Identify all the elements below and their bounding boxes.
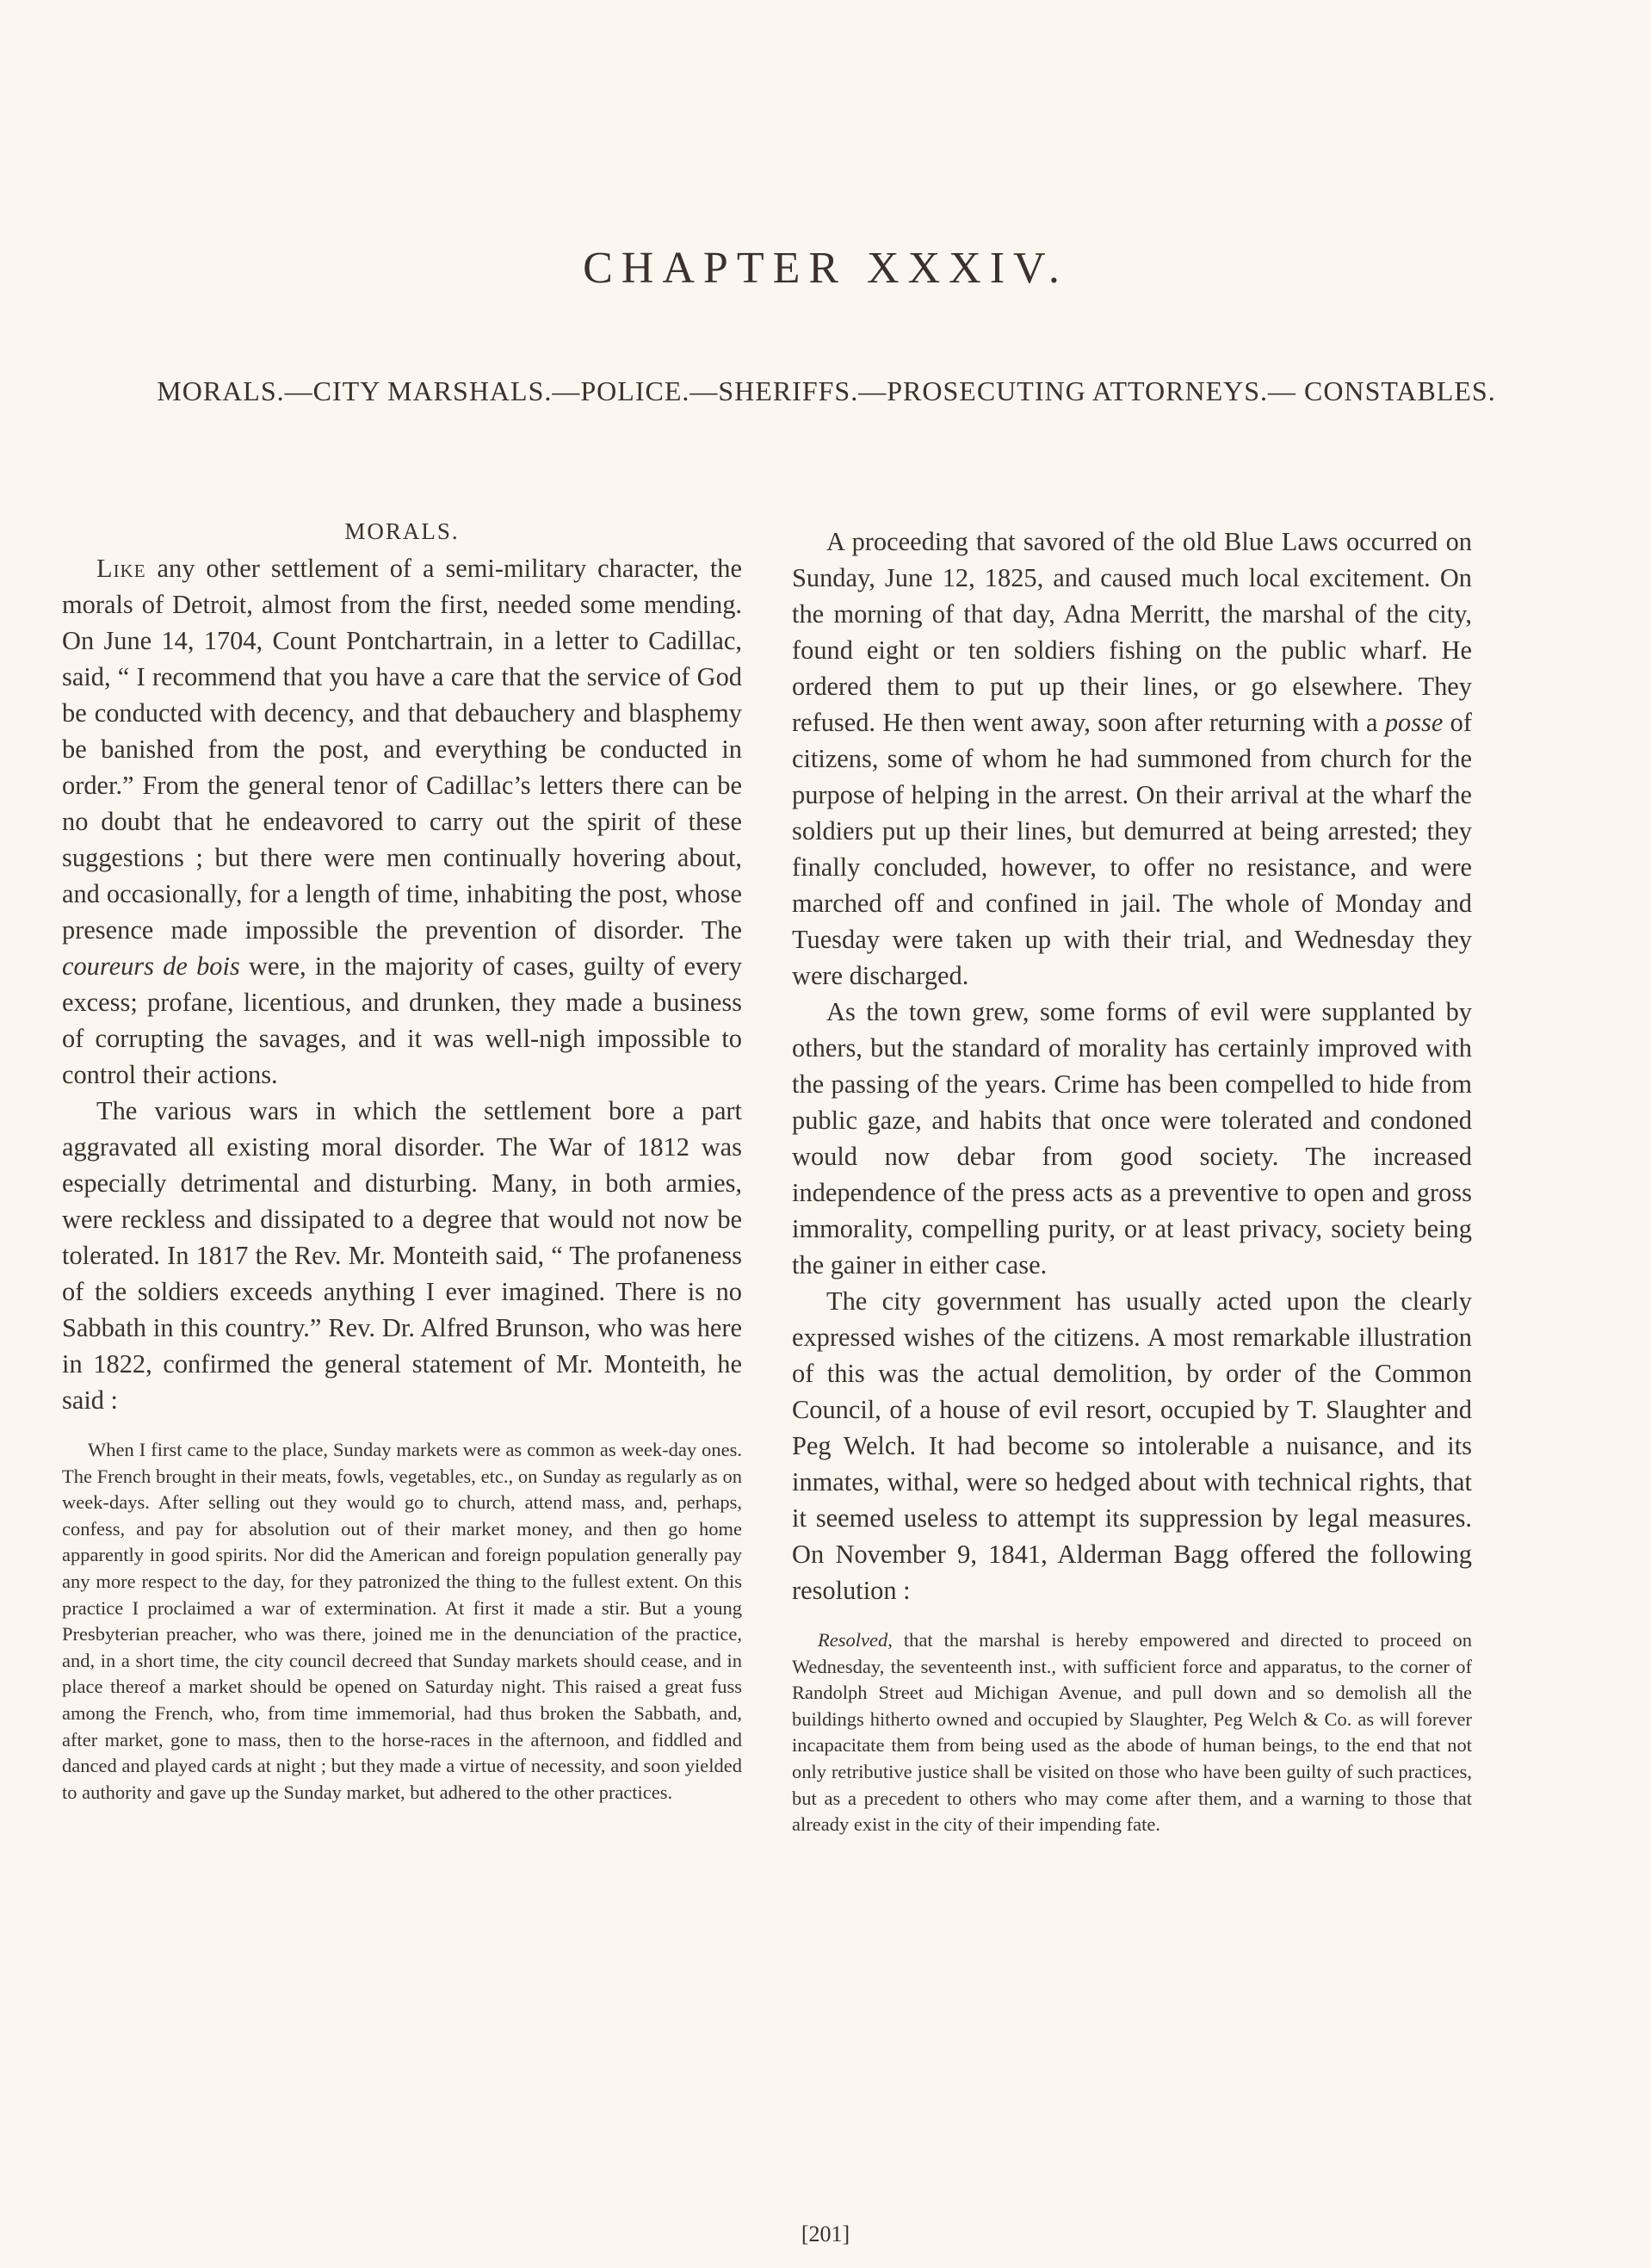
chapter-title: CHAPTER XXXIV.	[583, 244, 1068, 293]
paragraph-text: any other settlement of a semi-military character, the morals of Detroit, almost from the first, needed some mending. On June 14, 1704, Count Pontchartrain, in a letter to Cadillac, said, “ I recommend that you have a care that the service of God be conducted with decency, and that debauchery and blasphemy be banished from the post, and everything be conducted in order.” From the general tenor of Cadillac’s letters there can be no doubt that he endeavored to carry out the spirit of these suggestions ; but there were men continually hovering about, and occasionally, for a length of time, inhabiting the post, whose presence made impossible the prevention of disorder. The	[62, 554, 742, 945]
italic-phrase: coureurs de bois	[62, 951, 240, 981]
paragraph-text: of citizens, some of whom he had summoned from church for the purpose of helping in the arrest. On their arrival at the wharf the soldiers put up their lines, but demurred at being arrested; they finally concluded, however, to offer no resistance, and were marched off and confined in jail. The whole of Monday and Tuesday were taken up with their trial, and Wednesday they were discharged.	[792, 708, 1472, 990]
paragraph-right-1	[792, 524, 1472, 994]
paragraph-text: were, in the majority of cases, guilty of every excess; profane, licentious, and drunken, they made a business of corrupting the savages, and it was well-nigh impossible to control their actions.	[62, 951, 742, 1089]
paragraph-right-3: The city government has usually acted upon the clearly expressed wishes of the citizens. A most remarkable illustration of this was the actual demolition, by order of the Common Council, of a house of evil resort, occupied by T. Slaughter and Peg Welch. It had become so intolerable a nuisance, and its inmates, withal, were so hedged about with technical rights, that it seemed useless to attempt its suppression by legal measures. On November 9, 1841, Alderman Bagg offered the following resolution :	[792, 1286, 1472, 1605]
italic-phrase: posse	[1384, 708, 1444, 737]
quote-text: , that the marshal is hereby empowered and directed to proceed on Wednesday, the seventeenth inst., with sufficient force and apparatus, to the corner of Randolph Street aud Michigan Avenue, and pull down and so demolish all the buildings hitherto owned and occupied by Slaughter, Peg Welch & Co. as will forever incapacitate them from being used as the abode of human beings, to the end that not only retributive justice shall be visited on those who have been guilty of such practices, but as a precedent to others who may come after them, and a warning to those that already exist in the city of their impending fate.	[792, 1629, 1472, 1836]
paragraph-left-1	[62, 550, 742, 1093]
left-column	[62, 518, 742, 1806]
paragraph-text: A proceeding that savored of the old Blue Laws occurred on Sunday, June 12, 1825, and caused much local excitement. On the morning of that day, Adna Merritt, the marshal of the city, found eight or ten soldiers fishing on the public wharf. He ordered them to put up their lines, or go elsewhere. They refused. He then went away, soon after returning with a	[792, 527, 1472, 737]
block-quote-resolution	[792, 1627, 1472, 1838]
block-quote-brunson: When I first came to the place, Sunday markets were as common as week-day ones. The French brought in their meats, fowls, vegetables, etc., on Sunday as regularly as on week-days. After selling out they would go to church, attend mass, and, perhaps, confess, and pay for absolution out of their market money, and then go home apparently in good spirits. Nor did the American and foreign population generally pay any more respect to the day, for they patronized the thing to the fullest extent. On this practice I proclaimed a war of extermination. At first it made a stir. But a young Presbyterian preacher, who was there, joined me in the denunciation of the practice, and, in a short time, the city council decreed that Sunday markets should cease, and in place thereof a market should be opened on Saturday night. This raised a great fuss among the French, who, from time immemorial, had thus broken the Sabbath, and, after market, gone to mass, then to the horse-races in the afternoon, and fiddled and danced and played cards at night ; but they made a virtue of necessity, and soon yielded to authority and gave up the Sunday market, but adhered to the other practices.	[62, 1439, 742, 1803]
italic-phrase: Resolved	[818, 1629, 888, 1651]
paragraph-lead-word: Like	[96, 554, 146, 583]
paragraph-left-2: The various wars in which the settlement bore a part aggravated all existing moral disorder. The War of 1812 was especially detrimental and disturbing. Many, in both armies, were reckless and dissipated to a degree that would not now be tolerated. In 1817 the Rev. Mr. Monteith said, “ The profaneness of the soldiers exceeds anything I ever imagined. There is no Sabbath in this country.” Rev. Dr. Alfred Brunson, who was here in 1822, confirmed the general statement of Mr. Monteith, he said :	[62, 1096, 742, 1415]
section-heading-morals: MORALS.	[344, 518, 460, 544]
page-number: [201]	[801, 2222, 850, 2246]
chapter-subtitle: MORALS.—CITY MARSHALS.—POLICE.—SHERIFFS.—PROSECUTING ATTORNEYS.— CONSTABLES.	[157, 375, 1496, 406]
paragraph-right-2: As the town grew, some forms of evil were supplanted by others, but the standard of morality has certainly improved with the passing of the years. Crime has been compelled to hide from public gaze, and habits that once were tolerated and condoned would now debar from good society. The increased independence of the press acts as a preventive to open and gross immorality, compelling purity, or at least privacy, society being the gainer in either case.	[792, 997, 1472, 1280]
right-column	[792, 518, 1472, 1838]
